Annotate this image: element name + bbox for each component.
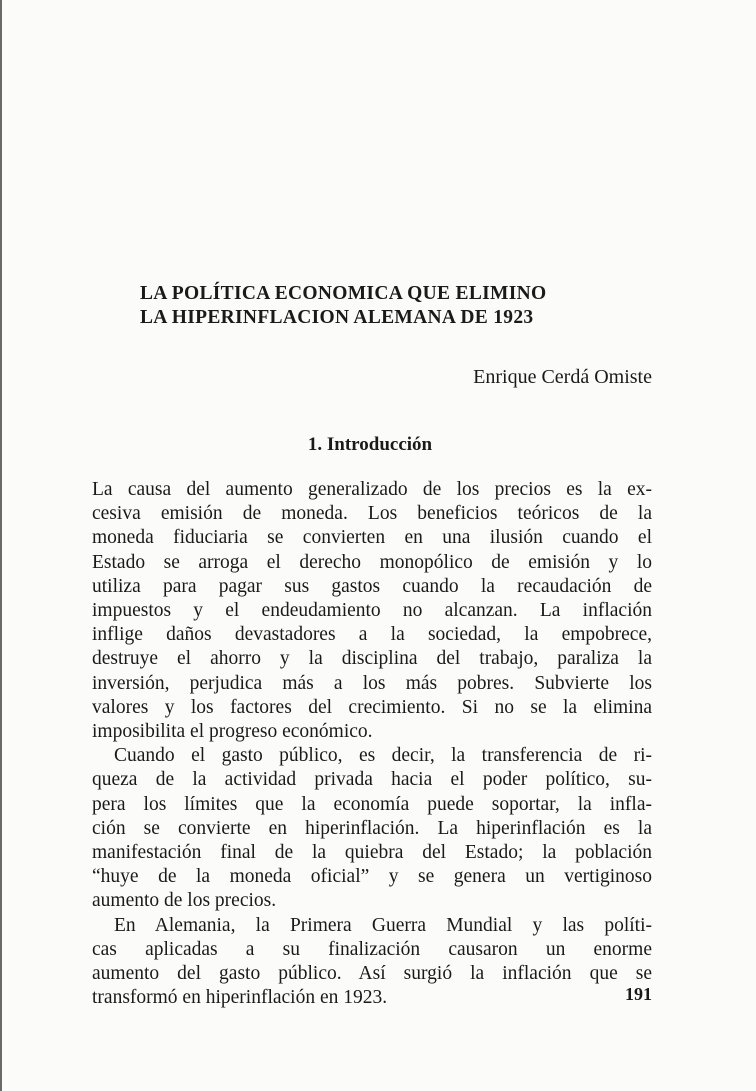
text-line: cesiva emisión de moneda. Los beneficios teóricos de la (92, 503, 652, 525)
text-line: impuestos y el endeudamiento no alcanzan. La inflación (92, 600, 652, 622)
text-line: Estado se arroga el derecho monopólico de emisión y lo (92, 551, 652, 573)
page-number: 191 (625, 984, 652, 1004)
text-line: utiliza para pagar sus gastos cuando la recaudación de (92, 575, 652, 597)
text-line: pera los límites que la economía puede soportar, la infla- (92, 793, 652, 815)
text-line: Cuando el gasto público, es decir, la transferencia de ri- (114, 745, 652, 767)
text-line: manifestación final de la quiebra del Estado; la población (92, 842, 652, 864)
text-line: cas aplicadas a su finalización causaron un enorme (92, 938, 652, 960)
text-line: destruye el ahorro y la disciplina del trabajo, paraliza la (92, 648, 652, 670)
text-line: moneda fiduciaria se convierten en una ilusión cuando el (92, 527, 652, 549)
text-line: transformó en hiperinflación en 1923. (92, 987, 388, 1009)
title-line: LA HIPERINFLACION ALEMANA DE 1923 (140, 307, 534, 328)
author: Enrique Cerdá Omiste (473, 366, 652, 388)
article-title (140, 282, 610, 330)
text-line: En Alemania, la Primera Guerra Mundial y las políti- (114, 914, 652, 936)
text-line: imposibilita el progreso económico. (92, 721, 373, 743)
body-text (92, 478, 652, 1010)
section-heading: 1. Introducción (307, 434, 433, 455)
scan-edge (0, 0, 2, 1091)
text-line: La causa del aumento generalizado de los precios es la ex- (92, 479, 652, 500)
text-line: ción se convierte en hiperinflación. La hiperinflación es la (92, 817, 652, 839)
text-line: inflige daños devastadores a la sociedad, la empobrece, (92, 624, 652, 646)
title-line: LA POLÍTICA ECONOMICA QUE ELIMINO (140, 283, 547, 304)
text-line: aumento de los precios. (92, 890, 277, 912)
text-line: inversión, perjudica más a los más pobres. Subvierte los (92, 672, 652, 694)
text-line: “huye de la moneda oficial” y se genera un vertiginoso (92, 866, 652, 888)
text-line: queza de la actividad privada hacia el poder político, su- (92, 769, 652, 791)
text-line: aumento del gasto público. Así surgió la inflación que se (92, 963, 652, 985)
text-line: valores y los factores del crecimiento. Si no se la elimina (92, 696, 652, 718)
